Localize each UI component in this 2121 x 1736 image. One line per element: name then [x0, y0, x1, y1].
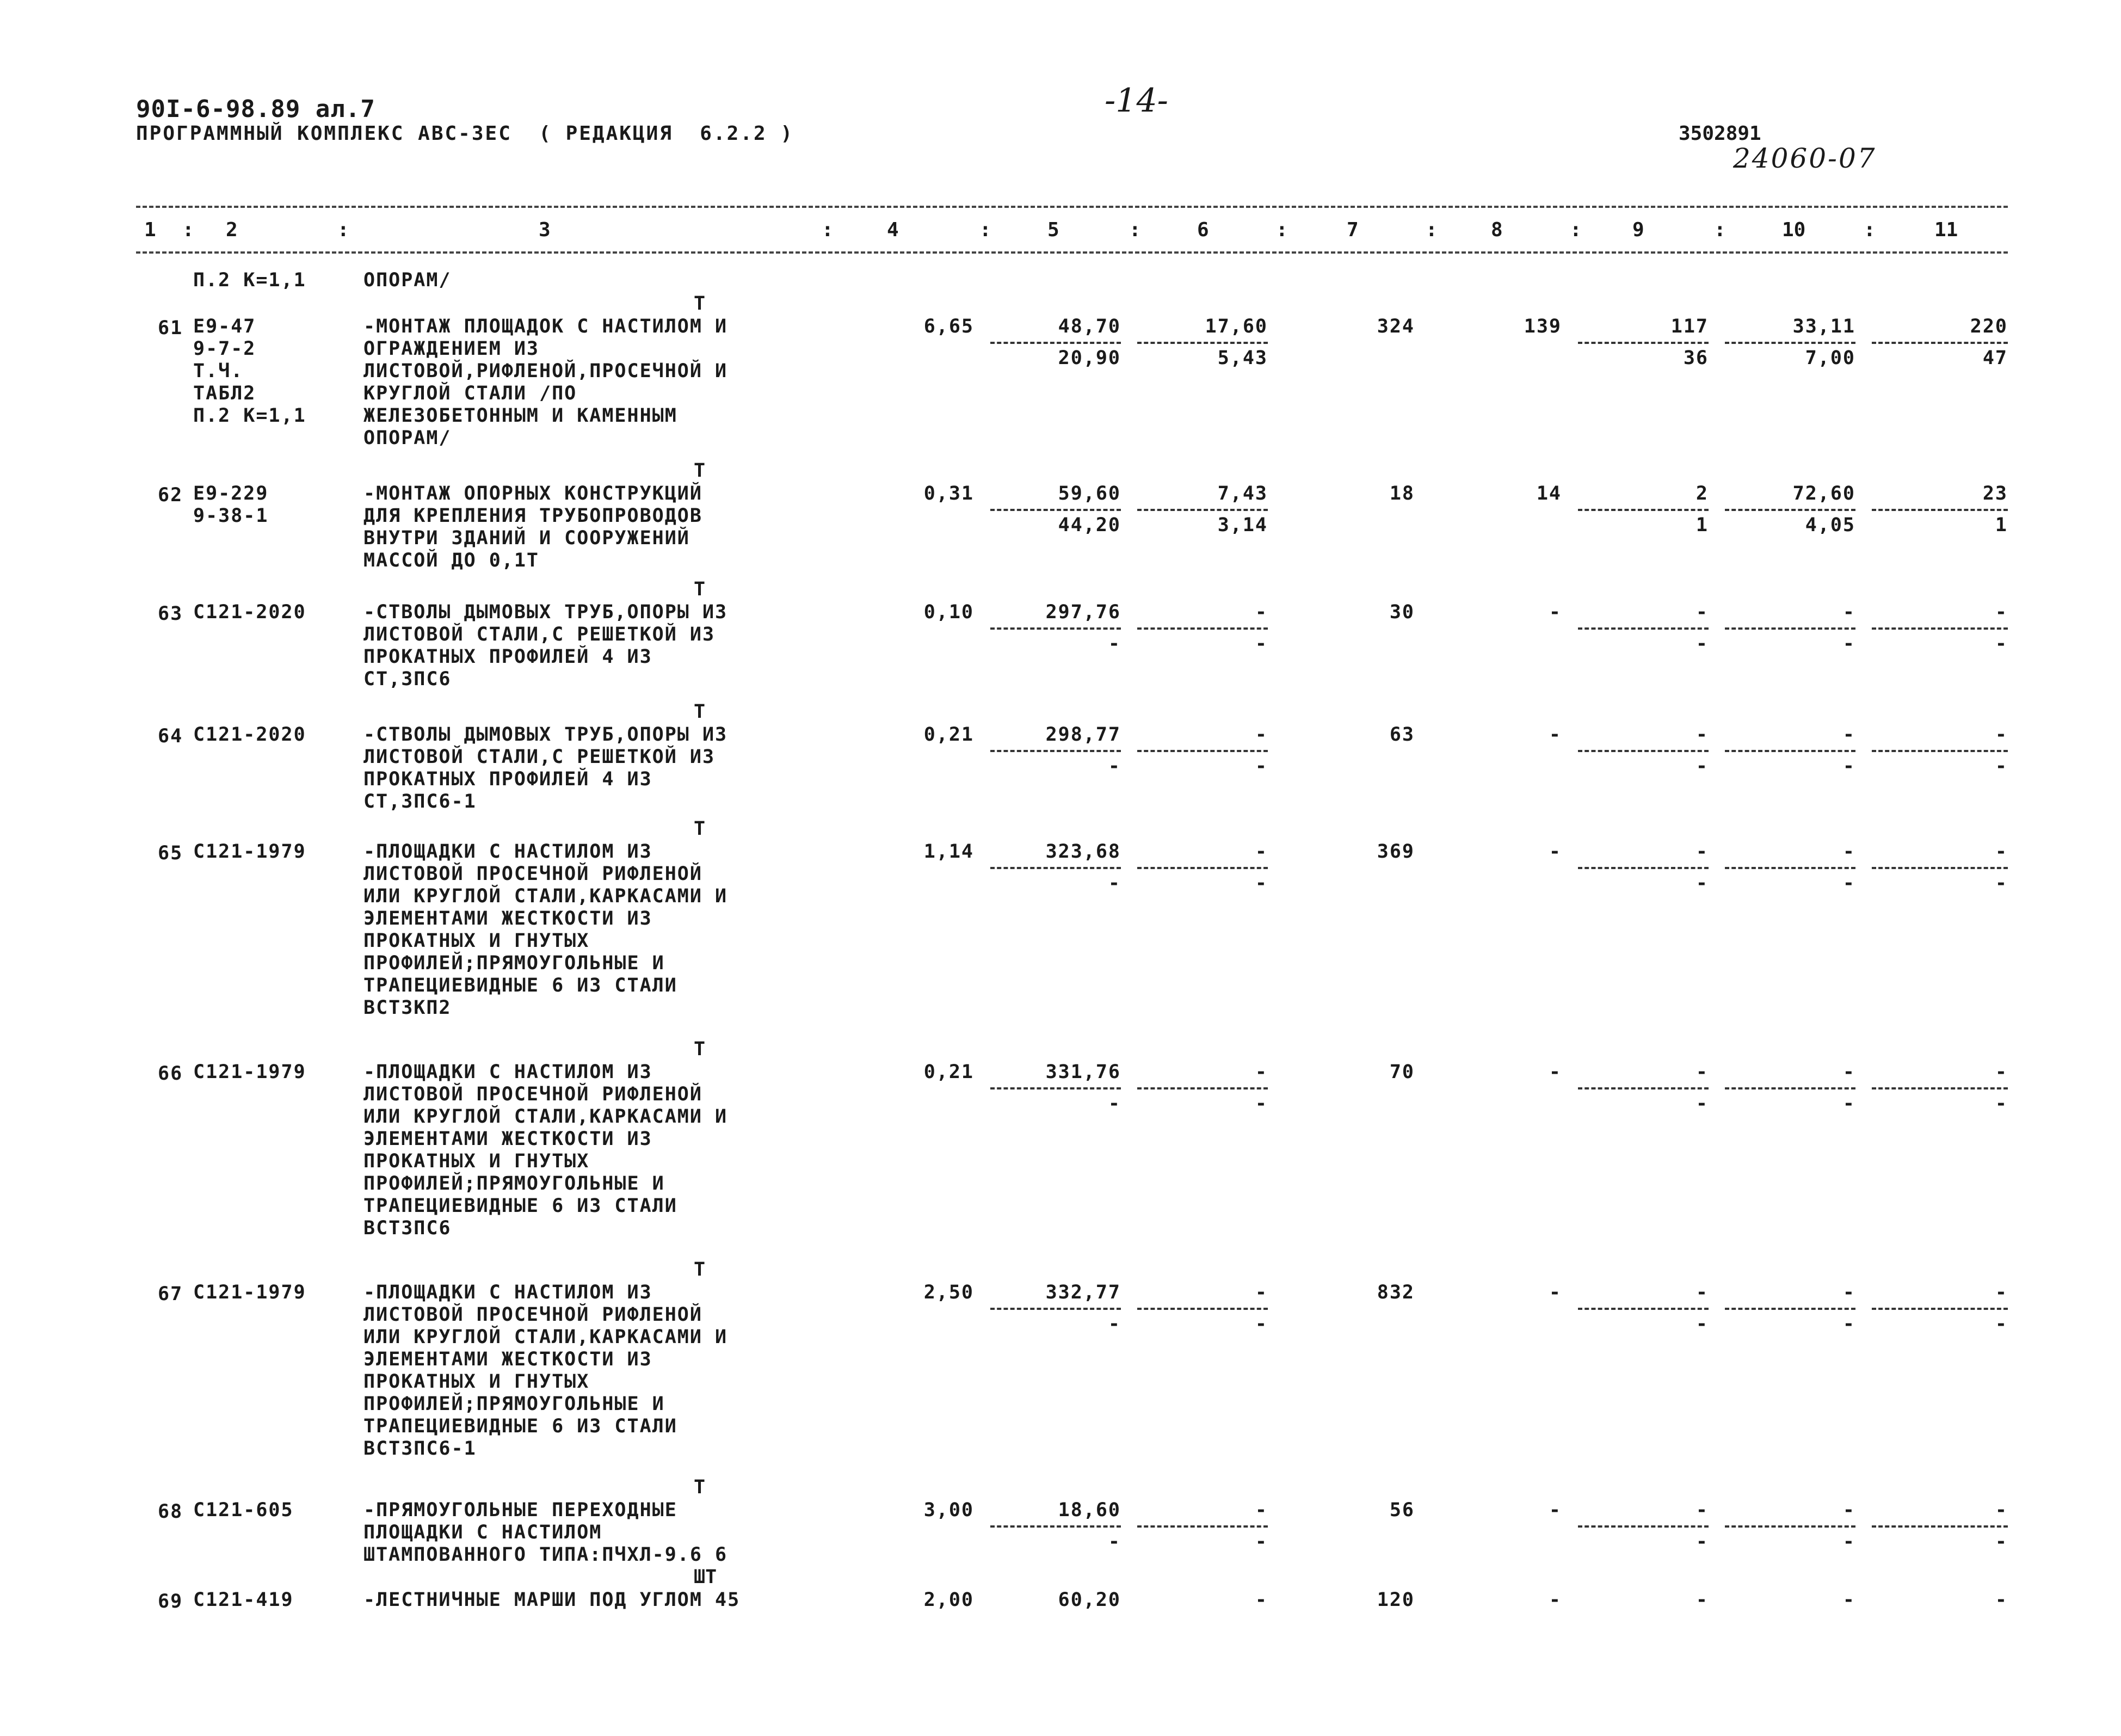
unit-cost-machines: -	[1255, 601, 1268, 623]
unit-cost-wages: -	[1108, 1531, 1121, 1553]
total-cost: 70	[1389, 1061, 1415, 1083]
unit-cost-wages: -	[1108, 1093, 1121, 1115]
labor-total: -	[1995, 1499, 2008, 1521]
total-wages: -	[1549, 724, 1562, 746]
fraction-rule	[1137, 627, 1268, 630]
labor-per-unit-machinists: -	[1842, 1531, 1855, 1553]
rate-code: С121-1979	[193, 1061, 306, 1083]
column-header-10: 10	[1782, 219, 1806, 241]
unit-cost-total: 59,60	[1058, 483, 1121, 504]
rate-code: Е9-229 9-38-1	[193, 483, 269, 527]
fraction-rule	[1137, 1525, 1268, 1528]
column-separator: :	[979, 219, 991, 241]
unit-cost-machines: 7,43	[1217, 483, 1268, 504]
labor-per-unit: -	[1842, 841, 1855, 863]
total-machine-wages: -	[1695, 1093, 1709, 1115]
column-header-9: 9	[1632, 219, 1644, 241]
column-separator: :	[1426, 219, 1438, 241]
unit-cost-total: 331,76	[1045, 1061, 1121, 1083]
labor-per-unit: -	[1842, 1282, 1855, 1303]
work-description: -ПЛОЩАДКИ С НАСТИЛОМ ИЗ ЛИСТОВОЙ ПРОСЕЧНОЙ РИФЛЕНОЙ ИЛИ КРУГЛОЙ СТАЛИ,КАРКАСАМИ И ЭЛЕМЕНТАМИ ЖЕСТКОСТИ ИЗ ПРОКАТНЫХ И ГНУТЫХ ПРОФИЛЕЙ;ПРЯМОУГОЛЬНЫЕ И ТРАПЕЦИЕВИДНЫЕ 6 ИЗ СТАЛИ ВСТ3КП2	[363, 841, 728, 1019]
fraction-rule	[1725, 342, 1855, 344]
unit-cost-machine-wages: -	[1255, 633, 1268, 655]
quantity: 0,21	[923, 1061, 974, 1083]
fraction-rule	[1872, 867, 2008, 869]
total-machines: -	[1695, 841, 1709, 863]
total-wages: -	[1549, 841, 1562, 863]
labor-per-unit: -	[1842, 1499, 1855, 1521]
total-cost: 56	[1389, 1499, 1415, 1521]
total-cost: 832	[1377, 1282, 1415, 1303]
rate-code: С121-2020	[193, 724, 306, 746]
quantity: 0,10	[923, 601, 974, 623]
labor-total-machinists: -	[1995, 872, 2008, 894]
fraction-rule	[1578, 509, 1709, 511]
quantity: 3,00	[923, 1499, 974, 1521]
total-cost: 30	[1389, 601, 1415, 623]
fraction-rule	[1578, 867, 1709, 869]
fraction-rule	[990, 1308, 1121, 1310]
total-machine-wages: 36	[1683, 347, 1709, 369]
fraction-rule	[1872, 750, 2008, 752]
fraction-rule	[990, 1525, 1121, 1528]
total-machines: -	[1695, 1061, 1709, 1083]
labor-total: -	[1995, 1589, 2008, 1611]
fraction-rule	[990, 1087, 1121, 1089]
fraction-rule	[1578, 627, 1709, 630]
total-machine-wages: 1	[1695, 514, 1709, 536]
fraction-rule	[990, 509, 1121, 511]
unit-cost-machines: -	[1255, 841, 1268, 863]
unit-cost-total: 298,77	[1045, 724, 1121, 746]
fraction-rule	[1872, 627, 2008, 630]
column-header-3: 3	[539, 219, 551, 241]
column-separator: :	[1276, 219, 1288, 241]
column-header-11: 11	[1934, 219, 1958, 241]
work-description: -ПЛОЩАДКИ С НАСТИЛОМ ИЗ ЛИСТОВОЙ ПРОСЕЧНОЙ РИФЛЕНОЙ ИЛИ КРУГЛОЙ СТАЛИ,КАРКАСАМИ И ЭЛЕМЕНТАМИ ЖЕСТКОСТИ ИЗ ПРОКАТНЫХ И ГНУТЫХ ПРОФИЛЕЙ;ПРЯМОУГОЛЬНЫЕ И ТРАПЕЦИЕВИДНЫЕ 6 ИЗ СТАЛИ ВСТ3ПС6-1	[363, 1282, 728, 1460]
labor-per-unit-machinists: -	[1842, 633, 1855, 655]
fraction-rule	[1725, 867, 1855, 869]
column-header-1: 1	[144, 219, 156, 241]
total-machine-wages: -	[1695, 1531, 1709, 1553]
labor-per-unit: -	[1842, 1589, 1855, 1611]
quantity: 0,21	[923, 724, 974, 746]
unit-mark: Т	[694, 293, 706, 315]
labor-total: 220	[1970, 316, 2008, 337]
column-header-2: 2	[226, 219, 238, 241]
work-description: -МОНТАЖ ОПОРНЫХ КОНСТРУКЦИЙ ДЛЯ КРЕПЛЕНИЯ ТРУБОПРОВОДОВ ВНУТРИ ЗДАНИЙ И СООРУЖЕНИЙ МАССОЙ ДО 0,1Т	[363, 483, 702, 571]
page-number: -14-	[1105, 82, 1168, 120]
rate-code: Е9-47 9-7-2 Т.Ч. ТАБЛ2 П.2 К=1,1	[193, 316, 306, 427]
quantity: 2,50	[923, 1282, 974, 1303]
unit-cost-machines: -	[1255, 1061, 1268, 1083]
fraction-rule	[1137, 509, 1268, 511]
fraction-rule	[1725, 509, 1855, 511]
labor-per-unit: -	[1842, 724, 1855, 746]
total-machine-wages: -	[1695, 1313, 1709, 1335]
column-header-6: 6	[1197, 219, 1209, 241]
fraction-rule	[990, 342, 1121, 344]
unit-cost-total: 60,20	[1058, 1589, 1121, 1611]
total-cost: 324	[1377, 316, 1415, 337]
fraction-rule	[1725, 1087, 1855, 1089]
labor-per-unit-machinists: 4,05	[1805, 514, 1855, 536]
column-separator: :	[1129, 219, 1141, 241]
total-cost: 369	[1377, 841, 1415, 863]
row-number: 64	[158, 725, 183, 747]
total-machines: -	[1695, 1589, 1709, 1611]
labor-per-unit-machinists: -	[1842, 1093, 1855, 1115]
work-description: -МОНТАЖ ПЛОЩАДОК С НАСТИЛОМ И ОГРАЖДЕНИЕМ ИЗ ЛИСТОВОЙ,РИФЛЕНОЙ,ПРОСЕЧНОЙ И КРУГЛОЙ СТАЛИ /ПО ЖЕЛЕЗОБЕТОННЫМ И КАМЕННЫМ ОПОРАМ/	[363, 316, 728, 449]
unit-cost-machine-wages: -	[1255, 872, 1268, 894]
unit-cost-total: 18,60	[1058, 1499, 1121, 1521]
unit-cost-machines: -	[1255, 1589, 1268, 1611]
fraction-rule	[990, 750, 1121, 752]
program-title: ПРОГРАММНЫЙ КОМПЛЕКС АВС-3ЕС ( РЕДАКЦИЯ 6.2.2 )	[136, 122, 794, 145]
unit-mark: Т	[694, 460, 706, 482]
unit-mark: Т	[694, 1038, 706, 1060]
rate-code: С121-1979	[193, 841, 306, 863]
labor-total-machinists: 47	[1982, 347, 2008, 369]
fraction-rule	[1578, 1525, 1709, 1528]
unit-cost-total: 48,70	[1058, 316, 1121, 337]
work-description: ОПОРАМ/	[363, 269, 452, 291]
document-number: 90I-6-98.89 ал.7	[136, 95, 375, 123]
unit-mark: Т	[694, 578, 706, 600]
labor-total-machinists: -	[1995, 1531, 2008, 1553]
total-machines: -	[1695, 601, 1709, 623]
printed-code: 3502891	[1679, 122, 1761, 145]
labor-total-machinists: -	[1995, 1313, 2008, 1335]
fraction-rule	[1137, 867, 1268, 869]
unit-cost-machine-wages: 5,43	[1217, 347, 1268, 369]
labor-total-machinists: -	[1995, 755, 2008, 777]
labor-per-unit-machinists: -	[1842, 872, 1855, 894]
unit-cost-wages: -	[1108, 755, 1121, 777]
column-header-8: 8	[1491, 219, 1503, 241]
row-number: 66	[158, 1063, 183, 1085]
fraction-rule	[1137, 342, 1268, 344]
unit-cost-wages: -	[1108, 1313, 1121, 1335]
unit-cost-wages: -	[1108, 633, 1121, 655]
unit-mark: ШТ	[694, 1566, 717, 1588]
row-number: 65	[158, 842, 183, 864]
total-machines: -	[1695, 1282, 1709, 1303]
rate-code: С121-2020	[193, 601, 306, 623]
row-number: 67	[158, 1283, 183, 1305]
unit-cost-machine-wages: 3,14	[1217, 514, 1268, 536]
fraction-rule	[1872, 509, 2008, 511]
labor-total: -	[1995, 1061, 2008, 1083]
labor-per-unit-machinists: 7,00	[1805, 347, 1855, 369]
column-header-7: 7	[1347, 219, 1359, 241]
labor-total-machinists: 1	[1995, 514, 2008, 536]
table-header-rule	[136, 251, 2008, 254]
unit-cost-machine-wages: -	[1255, 755, 1268, 777]
unit-cost-total: 323,68	[1045, 841, 1121, 863]
fraction-rule	[1872, 342, 2008, 344]
labor-total: -	[1995, 601, 2008, 623]
fraction-rule	[1725, 1308, 1855, 1310]
unit-cost-wages: 20,90	[1058, 347, 1121, 369]
total-cost: 63	[1389, 724, 1415, 746]
total-machines: -	[1695, 724, 1709, 746]
work-description: -ПЛОЩАДКИ С НАСТИЛОМ ИЗ ЛИСТОВОЙ ПРОСЕЧНОЙ РИФЛЕНОЙ ИЛИ КРУГЛОЙ СТАЛИ,КАРКАСАМИ И ЭЛЕМЕНТАМИ ЖЕСТКОСТИ ИЗ ПРОКАТНЫХ И ГНУТЫХ ПРОФИЛЕЙ;ПРЯМОУГОЛЬНЫЕ И ТРАПЕЦИЕВИДНЫЕ 6 ИЗ СТАЛИ ВСТ3ПС6	[363, 1061, 728, 1239]
quantity: 2,00	[923, 1589, 974, 1611]
unit-mark: Т	[694, 818, 706, 840]
unit-cost-machines: -	[1255, 1282, 1268, 1303]
column-separator: :	[1714, 219, 1726, 241]
work-description: -СТВОЛЫ ДЫМОВЫХ ТРУБ,ОПОРЫ ИЗ ЛИСТОВОЙ СТАЛИ,С РЕШЕТКОЙ ИЗ ПРОКАТНЫХ ПРОФИЛЕЙ 4 ИЗ СТ,3ПС6-1	[363, 724, 728, 812]
table-top-rule	[136, 206, 2008, 208]
unit-cost-machines: -	[1255, 724, 1268, 746]
row-number: 61	[158, 317, 183, 339]
column-separator: :	[182, 219, 194, 241]
unit-cost-machines: -	[1255, 1499, 1268, 1521]
handwritten-code: 24060-07	[1733, 143, 1877, 174]
unit-cost-total: 332,77	[1045, 1282, 1121, 1303]
fraction-rule	[1137, 750, 1268, 752]
fraction-rule	[1578, 342, 1709, 344]
work-description: -СТВОЛЫ ДЫМОВЫХ ТРУБ,ОПОРЫ ИЗ ЛИСТОВОЙ СТАЛИ,С РЕШЕТКОЙ ИЗ ПРОКАТНЫХ ПРОФИЛЕЙ 4 ИЗ СТ,3ПС6	[363, 601, 728, 690]
row-number: 68	[158, 1501, 183, 1523]
total-wages: 14	[1536, 483, 1562, 504]
total-machine-wages: -	[1695, 755, 1709, 777]
fraction-rule	[1872, 1087, 2008, 1089]
work-description: -ЛЕСТНИЧНЫЕ МАРШИ ПОД УГЛОМ 45	[363, 1589, 741, 1611]
rate-code: С121-605	[193, 1499, 294, 1521]
row-number: 69	[158, 1591, 183, 1612]
fraction-rule	[1872, 1308, 2008, 1310]
fraction-rule	[990, 627, 1121, 630]
total-wages: -	[1549, 1589, 1562, 1611]
unit-mark: Т	[694, 1259, 706, 1281]
labor-per-unit-machinists: -	[1842, 1313, 1855, 1335]
total-cost: 120	[1377, 1589, 1415, 1611]
unit-cost-machines: 17,60	[1205, 316, 1268, 337]
total-wages: 139	[1524, 316, 1562, 337]
fraction-rule	[1578, 750, 1709, 752]
quantity: 6,65	[923, 316, 974, 337]
fraction-rule	[1725, 627, 1855, 630]
unit-cost-machine-wages: -	[1255, 1093, 1268, 1115]
labor-per-unit: -	[1842, 1061, 1855, 1083]
fraction-rule	[1578, 1087, 1709, 1089]
labor-total: -	[1995, 841, 2008, 863]
fraction-rule	[1137, 1308, 1268, 1310]
unit-mark: Т	[694, 1476, 706, 1498]
total-machines: -	[1695, 1499, 1709, 1521]
total-cost: 18	[1389, 483, 1415, 504]
column-separator: :	[822, 219, 834, 241]
quantity: 0,31	[923, 483, 974, 504]
fraction-rule	[1578, 1308, 1709, 1310]
rate-code: С121-1979	[193, 1282, 306, 1303]
rate-code: С121-419	[193, 1589, 294, 1611]
row-number: 62	[158, 484, 183, 506]
work-description: -ПРЯМОУГОЛЬНЫЕ ПЕРЕХОДНЫЕ ПЛОЩАДКИ С НАСТИЛОМ ШТАМПОВАННОГО ТИПА:ПЧХЛ-9.6 6	[363, 1499, 728, 1566]
total-wages: -	[1549, 1499, 1562, 1521]
column-header-4: 4	[887, 219, 899, 241]
total-machine-wages: -	[1695, 872, 1709, 894]
column-separator: :	[1570, 219, 1582, 241]
unit-cost-wages: 44,20	[1058, 514, 1121, 536]
total-machines: 117	[1670, 316, 1709, 337]
unit-mark: Т	[694, 701, 706, 723]
column-separator: :	[1864, 219, 1876, 241]
fraction-rule	[1137, 1087, 1268, 1089]
total-machine-wages: -	[1695, 633, 1709, 655]
column-header-5: 5	[1047, 219, 1059, 241]
total-machines: 2	[1695, 483, 1709, 504]
labor-per-unit: -	[1842, 601, 1855, 623]
rate-code: П.2 К=1,1	[193, 269, 306, 291]
labor-total: 23	[1982, 483, 2008, 504]
quantity: 1,14	[923, 841, 974, 863]
labor-per-unit: 72,60	[1792, 483, 1855, 504]
total-wages: -	[1549, 1282, 1562, 1303]
unit-cost-total: 297,76	[1045, 601, 1121, 623]
unit-cost-wages: -	[1108, 872, 1121, 894]
labor-total-machinists: -	[1995, 633, 2008, 655]
labor-per-unit-machinists: -	[1842, 755, 1855, 777]
unit-cost-machine-wages: -	[1255, 1531, 1268, 1553]
column-separator: :	[337, 219, 349, 241]
labor-total-machinists: -	[1995, 1093, 2008, 1115]
row-number: 63	[158, 603, 183, 625]
unit-cost-machine-wages: -	[1255, 1313, 1268, 1335]
labor-total: -	[1995, 724, 2008, 746]
total-wages: -	[1549, 601, 1562, 623]
fraction-rule	[990, 867, 1121, 869]
labor-total: -	[1995, 1282, 2008, 1303]
fraction-rule	[1872, 1525, 2008, 1528]
labor-per-unit: 33,11	[1792, 316, 1855, 337]
fraction-rule	[1725, 1525, 1855, 1528]
fraction-rule	[1725, 750, 1855, 752]
total-wages: -	[1549, 1061, 1562, 1083]
